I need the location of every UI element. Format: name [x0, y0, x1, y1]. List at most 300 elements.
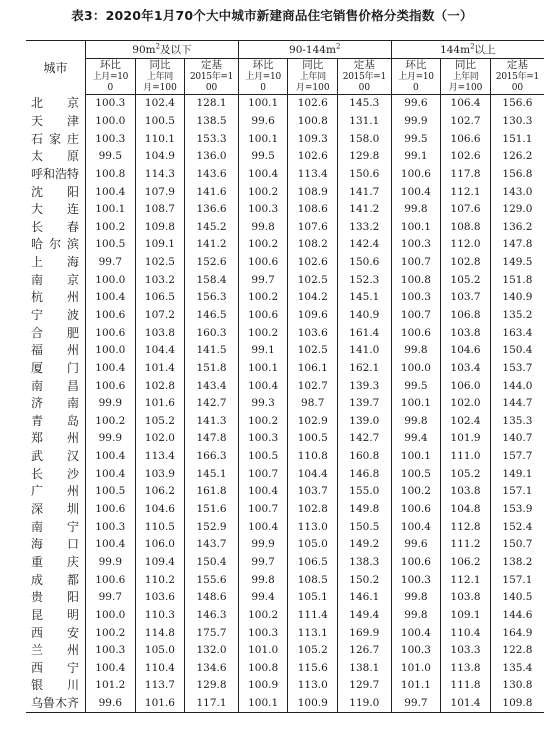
cell-mom: 99.8 — [391, 607, 441, 625]
cell-base: 144.7 — [490, 395, 544, 413]
cell-mom: 100.6 — [86, 571, 136, 589]
cell-mom: 100.4 — [238, 166, 288, 184]
subheader-base-note: 上月=10 — [391, 72, 441, 83]
cell-yoy: 114.3 — [135, 166, 185, 184]
cell-mom: 100.3 — [238, 430, 288, 448]
cell-mom: 100.0 — [86, 271, 136, 289]
cell-mom: 100.4 — [238, 518, 288, 536]
cell-base: 157.7 — [490, 448, 544, 466]
cell-yoy: 108.6 — [288, 201, 338, 219]
cell-base: 145.1 — [185, 465, 239, 483]
cell-yoy: 110.3 — [135, 607, 185, 625]
cell-base: 128.1 — [185, 95, 239, 113]
cell-yoy: 102.5 — [288, 342, 338, 360]
cell-base: 161.4 — [338, 324, 392, 342]
cell-base: 145.1 — [338, 289, 392, 307]
cell-mom: 100.2 — [238, 289, 288, 307]
city-name: 乌鲁木齐 — [26, 695, 86, 713]
cell-base: 151.8 — [185, 360, 239, 378]
cell-base: 143.6 — [185, 166, 239, 184]
cell-base: 141.5 — [185, 342, 239, 360]
subheader-base: 定基 — [185, 59, 239, 73]
cell-base: 160.3 — [185, 324, 239, 342]
cell-mom: 100.4 — [86, 660, 136, 678]
table-row — [26, 183, 544, 201]
cell-mom: 99.5 — [238, 148, 288, 166]
cell-base: 158.4 — [185, 271, 239, 289]
cell-base: 133.2 — [338, 218, 392, 236]
table-row — [26, 377, 544, 395]
cell-base: 150.4 — [185, 554, 239, 572]
cell-yoy: 100.5 — [288, 430, 338, 448]
city-name: 上海 — [26, 254, 86, 272]
cell-mom: 100.2 — [238, 236, 288, 254]
cell-yoy: 102.5 — [135, 254, 185, 272]
cell-base: 144.0 — [490, 377, 544, 395]
cell-yoy: 108.7 — [135, 201, 185, 219]
cell-yoy: 115.6 — [288, 660, 338, 678]
cell-yoy: 106.6 — [441, 130, 491, 148]
cell-mom: 100.4 — [238, 483, 288, 501]
cell-yoy: 104.6 — [441, 342, 491, 360]
city-name: 海口 — [26, 536, 86, 554]
cell-mom: 99.7 — [86, 254, 136, 272]
cell-yoy: 102.8 — [288, 501, 338, 519]
cell-mom: 99.5 — [86, 148, 136, 166]
cell-yoy: 112.0 — [441, 236, 491, 254]
subheader-base-note: 0 — [238, 83, 288, 95]
city-name: 兰州 — [26, 642, 86, 660]
cell-mom: 100.2 — [238, 413, 288, 431]
city-name: 长春 — [26, 218, 86, 236]
header-row-base-a — [26, 72, 544, 83]
city-name: 合肥 — [26, 324, 86, 342]
table-row — [26, 360, 544, 378]
cell-yoy: 103.8 — [441, 589, 491, 607]
cell-mom: 99.1 — [391, 148, 441, 166]
cell-yoy: 103.8 — [135, 324, 185, 342]
cell-mom: 100.6 — [238, 307, 288, 325]
table-row — [26, 501, 544, 519]
cell-mom: 99.9 — [238, 536, 288, 554]
cell-base: 158.0 — [338, 130, 392, 148]
cell-base: 161.8 — [185, 483, 239, 501]
cell-yoy: 101.6 — [135, 695, 185, 713]
cell-yoy: 106.1 — [288, 360, 338, 378]
city-name: 大连 — [26, 201, 86, 219]
cell-base: 149.5 — [490, 254, 544, 272]
cell-base: 152.4 — [490, 518, 544, 536]
cell-mom: 100.6 — [391, 501, 441, 519]
table-row — [26, 413, 544, 431]
city-name: 北京 — [26, 95, 86, 113]
cell-yoy: 103.7 — [441, 289, 491, 307]
cell-yoy: 110.4 — [135, 660, 185, 678]
cell-base: 140.9 — [338, 307, 392, 325]
cell-yoy: 104.8 — [441, 501, 491, 519]
city-name: 银川 — [26, 677, 86, 695]
cell-mom: 100.2 — [391, 483, 441, 501]
cell-yoy: 117.8 — [441, 166, 491, 184]
cell-yoy: 105.1 — [288, 589, 338, 607]
cell-base: 136.0 — [185, 148, 239, 166]
city-name: 天津 — [26, 113, 86, 131]
cell-yoy: 103.4 — [441, 360, 491, 378]
cell-yoy: 102.7 — [441, 113, 491, 131]
cell-base: 153.3 — [185, 130, 239, 148]
cell-yoy: 106.5 — [288, 554, 338, 572]
city-name: 哈尔滨 — [26, 236, 86, 254]
cell-yoy: 103.7 — [288, 483, 338, 501]
cell-base: 152.6 — [185, 254, 239, 272]
cell-mom: 100.6 — [391, 554, 441, 572]
city-name: 成都 — [26, 571, 86, 589]
subheader-mom: 环比 — [238, 59, 288, 73]
cell-base: 146.1 — [338, 589, 392, 607]
cell-base: 138.5 — [185, 113, 239, 131]
cell-base: 156.8 — [490, 166, 544, 184]
cell-base: 151.8 — [490, 271, 544, 289]
cell-mom: 100.5 — [238, 448, 288, 466]
cell-yoy: 105.2 — [441, 271, 491, 289]
header-row-names — [26, 59, 544, 73]
cell-yoy: 111.2 — [441, 536, 491, 554]
table-row — [26, 342, 544, 360]
subheader-base-note: 上年同 — [135, 72, 185, 83]
cell-mom: 99.8 — [391, 413, 441, 431]
cell-yoy: 113.0 — [288, 677, 338, 695]
cell-yoy: 111.4 — [288, 607, 338, 625]
subheader-base-note: 月=100 — [135, 83, 185, 95]
cell-base: 143.4 — [185, 377, 239, 395]
cell-mom: 100.3 — [86, 130, 136, 148]
cell-mom: 100.8 — [86, 166, 136, 184]
cell-base: 149.4 — [338, 607, 392, 625]
cell-base: 157.1 — [490, 483, 544, 501]
cell-mom: 101.1 — [391, 677, 441, 695]
cell-base: 146.3 — [185, 607, 239, 625]
cell-mom: 100.7 — [238, 465, 288, 483]
cell-mom: 100.4 — [86, 536, 136, 554]
cell-mom: 100.6 — [86, 501, 136, 519]
table-row — [26, 254, 544, 272]
cell-mom: 99.8 — [391, 589, 441, 607]
cell-mom: 100.2 — [238, 324, 288, 342]
cell-base: 156.3 — [185, 289, 239, 307]
cell-mom: 100.4 — [86, 183, 136, 201]
table-row — [26, 130, 544, 148]
cell-mom: 100.6 — [86, 324, 136, 342]
cell-base: 150.2 — [338, 571, 392, 589]
city-name: 沈阳 — [26, 183, 86, 201]
cell-yoy: 105.2 — [441, 465, 491, 483]
table-row — [26, 148, 544, 166]
subheader-base-note: 上年同 — [288, 72, 338, 83]
subheader-base-note: 2015年=1 — [185, 72, 239, 83]
cell-mom: 99.7 — [391, 695, 441, 713]
cell-base: 134.6 — [185, 660, 239, 678]
cell-base: 140.9 — [490, 289, 544, 307]
cell-yoy: 106.5 — [135, 289, 185, 307]
cell-mom: 100.3 — [391, 289, 441, 307]
cell-mom: 100.4 — [86, 465, 136, 483]
cell-base: 126.2 — [490, 148, 544, 166]
cell-yoy: 109.3 — [288, 130, 338, 148]
cell-mom: 100.6 — [391, 324, 441, 342]
city-name: 厦门 — [26, 360, 86, 378]
cell-base: 151.6 — [185, 501, 239, 519]
city-name: 南昌 — [26, 377, 86, 395]
cell-yoy: 110.2 — [135, 571, 185, 589]
cell-yoy: 109.8 — [135, 218, 185, 236]
cell-yoy: 102.5 — [288, 271, 338, 289]
cell-base: 136.6 — [185, 201, 239, 219]
cell-base: 143.0 — [490, 183, 544, 201]
cell-base: 140.7 — [490, 430, 544, 448]
cell-yoy: 104.9 — [135, 148, 185, 166]
subheader-yoy: 同比 — [441, 59, 491, 73]
cell-mom: 99.9 — [391, 113, 441, 131]
cell-base: 141.6 — [185, 183, 239, 201]
cell-yoy: 102.4 — [441, 413, 491, 431]
city-name: 郑州 — [26, 430, 86, 448]
cell-yoy: 106.8 — [441, 307, 491, 325]
cell-base: 146.8 — [338, 465, 392, 483]
city-name: 福州 — [26, 342, 86, 360]
cell-base: 141.2 — [185, 236, 239, 254]
cell-mom: 100.5 — [86, 483, 136, 501]
cell-mom: 100.3 — [391, 236, 441, 254]
cell-yoy: 103.8 — [441, 483, 491, 501]
cell-mom: 99.3 — [238, 395, 288, 413]
city-name: 西宁 — [26, 660, 86, 678]
cell-base: 126.7 — [338, 642, 392, 660]
table-body — [26, 95, 544, 713]
table-row — [26, 624, 544, 642]
subheader-base-note: 上年同 — [441, 72, 491, 83]
cell-base: 139.3 — [338, 377, 392, 395]
cell-mom: 100.4 — [391, 624, 441, 642]
cell-yoy: 113.4 — [135, 448, 185, 466]
cell-yoy: 105.2 — [135, 413, 185, 431]
subheader-base-note: 上月=10 — [238, 72, 288, 83]
cell-base: 142.7 — [185, 395, 239, 413]
subheader-base-note: 00 — [490, 83, 544, 95]
cell-mom: 100.3 — [86, 518, 136, 536]
cell-base: 156.6 — [490, 95, 544, 113]
city-name: 西安 — [26, 624, 86, 642]
cell-mom: 100.2 — [86, 413, 136, 431]
cell-yoy: 100.9 — [288, 695, 338, 713]
cell-base: 135.4 — [490, 660, 544, 678]
city-header: 城市 — [26, 41, 86, 95]
subheader-base-note: 月=100 — [288, 83, 338, 95]
subheader-mom: 环比 — [86, 59, 136, 73]
cell-base: 142.7 — [338, 430, 392, 448]
table-row — [26, 465, 544, 483]
cell-yoy: 109.4 — [135, 554, 185, 572]
cell-mom: 99.8 — [238, 571, 288, 589]
group-header-medium: $90-144m^2$ — [238, 41, 391, 59]
cell-base: 149.2 — [338, 536, 392, 554]
cell-yoy: 107.2 — [135, 307, 185, 325]
cell-mom: 99.9 — [86, 395, 136, 413]
table-row — [26, 571, 544, 589]
city-name: 南宁 — [26, 518, 86, 536]
cell-base: 129.7 — [338, 677, 392, 695]
cell-yoy: 109.6 — [288, 307, 338, 325]
cell-base: 130.8 — [490, 677, 544, 695]
cell-yoy: 110.8 — [288, 448, 338, 466]
cell-yoy: 113.7 — [135, 677, 185, 695]
cell-yoy: 113.1 — [288, 624, 338, 642]
cell-yoy: 102.0 — [135, 430, 185, 448]
cell-mom: 99.5 — [391, 130, 441, 148]
cell-mom: 100.7 — [391, 254, 441, 272]
cell-mom: 100.4 — [391, 518, 441, 536]
table-row — [26, 324, 544, 342]
city-name: 石家庄 — [26, 130, 86, 148]
cell-mom: 100.6 — [238, 254, 288, 272]
cell-base: 141.7 — [338, 183, 392, 201]
table-row — [26, 289, 544, 307]
cell-mom: 99.4 — [391, 430, 441, 448]
cell-base: 150.4 — [490, 342, 544, 360]
cell-yoy: 114.8 — [135, 624, 185, 642]
table-row — [26, 201, 544, 219]
cell-mom: 99.9 — [86, 554, 136, 572]
cell-mom: 100.0 — [86, 342, 136, 360]
cell-mom: 100.1 — [86, 201, 136, 219]
cell-yoy: 103.8 — [441, 324, 491, 342]
cell-yoy: 113.0 — [288, 518, 338, 536]
cell-base: 135.3 — [490, 413, 544, 431]
cell-base: 150.6 — [338, 254, 392, 272]
cell-yoy: 102.7 — [288, 377, 338, 395]
cell-mom: 100.3 — [86, 642, 136, 660]
city-name: 太原 — [26, 148, 86, 166]
cell-mom: 101.0 — [238, 642, 288, 660]
group-header-small: $90m^2$及以下 — [86, 41, 239, 59]
cell-yoy: 106.0 — [441, 377, 491, 395]
table-row — [26, 589, 544, 607]
cell-mom: 100.1 — [238, 695, 288, 713]
cell-yoy: 112.1 — [441, 571, 491, 589]
cell-yoy: 98.7 — [288, 395, 338, 413]
cell-mom: 99.8 — [238, 218, 288, 236]
cell-base: 131.1 — [338, 113, 392, 131]
table-row — [26, 554, 544, 572]
cell-base: 135.2 — [490, 307, 544, 325]
subheader-base-note: 0 — [86, 83, 136, 95]
cell-base: 139.7 — [338, 395, 392, 413]
table-row — [26, 236, 544, 254]
cell-base: 138.3 — [338, 554, 392, 572]
cell-yoy: 103.9 — [135, 465, 185, 483]
city-name: 广州 — [26, 483, 86, 501]
cell-base: 144.6 — [490, 607, 544, 625]
cell-base: 143.7 — [185, 536, 239, 554]
price-index-table — [26, 40, 544, 713]
cell-yoy: 106.2 — [441, 554, 491, 572]
cell-base: 122.8 — [490, 642, 544, 660]
cell-base: 129.8 — [185, 677, 239, 695]
cell-mom: 100.7 — [391, 307, 441, 325]
cell-mom: 99.7 — [86, 589, 136, 607]
cell-yoy: 102.6 — [288, 148, 338, 166]
subheader-base-note: 月=100 — [441, 83, 491, 95]
cell-yoy: 102.6 — [288, 95, 338, 113]
cell-yoy: 111.0 — [441, 448, 491, 466]
table-title: 表3：2020年1月70个大中城市新建商品住宅销售价格分类指数（一） — [71, 8, 473, 23]
cell-base: 149.1 — [490, 465, 544, 483]
cell-yoy: 100.8 — [288, 113, 338, 131]
cell-mom: 100.3 — [238, 624, 288, 642]
cell-base: 145.2 — [185, 218, 239, 236]
cell-base: 163.4 — [490, 324, 544, 342]
cell-base: 146.5 — [185, 307, 239, 325]
cell-yoy: 110.4 — [441, 624, 491, 642]
table-row — [26, 642, 544, 660]
cell-mom: 99.9 — [86, 430, 136, 448]
cell-mom: 100.9 — [238, 677, 288, 695]
cell-mom: 100.2 — [86, 218, 136, 236]
cell-mom: 100.0 — [391, 360, 441, 378]
table-row — [26, 536, 544, 554]
cell-base: 117.1 — [185, 695, 239, 713]
cell-mom: 99.4 — [238, 589, 288, 607]
cell-base: 162.1 — [338, 360, 392, 378]
subheader-yoy: 同比 — [135, 59, 185, 73]
cell-yoy: 110.1 — [135, 130, 185, 148]
cell-base: 153.7 — [490, 360, 544, 378]
cell-mom: 100.6 — [391, 166, 441, 184]
cell-base: 142.4 — [338, 236, 392, 254]
cell-mom: 100.3 — [86, 95, 136, 113]
city-name: 南京 — [26, 271, 86, 289]
subheader-mom: 环比 — [391, 59, 441, 73]
cell-yoy: 102.9 — [288, 413, 338, 431]
header-row-base-b — [26, 83, 544, 95]
cell-mom: 100.3 — [391, 642, 441, 660]
cell-mom: 100.3 — [391, 571, 441, 589]
cell-yoy: 101.6 — [135, 395, 185, 413]
city-name: 宁波 — [26, 307, 86, 325]
cell-mom: 100.1 — [238, 130, 288, 148]
cell-mom: 99.6 — [391, 95, 441, 113]
cell-yoy: 113.8 — [441, 660, 491, 678]
cell-base: 150.7 — [490, 536, 544, 554]
table-row — [26, 518, 544, 536]
cell-mom: 100.4 — [238, 377, 288, 395]
city-name: 呼和浩特 — [26, 166, 86, 184]
cell-yoy: 105.0 — [288, 536, 338, 554]
cell-mom: 100.7 — [238, 501, 288, 519]
cell-mom: 100.2 — [238, 607, 288, 625]
cell-base: 150.6 — [338, 166, 392, 184]
cell-yoy: 100.5 — [135, 113, 185, 131]
cell-yoy: 103.6 — [135, 589, 185, 607]
cell-mom: 100.6 — [86, 307, 136, 325]
cell-mom: 100.1 — [391, 218, 441, 236]
subheader-base-note: 00 — [185, 83, 239, 95]
cell-base: 152.9 — [185, 518, 239, 536]
cell-base: 155.0 — [338, 483, 392, 501]
cell-yoy: 106.2 — [135, 483, 185, 501]
table-row — [26, 695, 544, 713]
cell-yoy: 103.6 — [288, 324, 338, 342]
table-row — [26, 430, 544, 448]
